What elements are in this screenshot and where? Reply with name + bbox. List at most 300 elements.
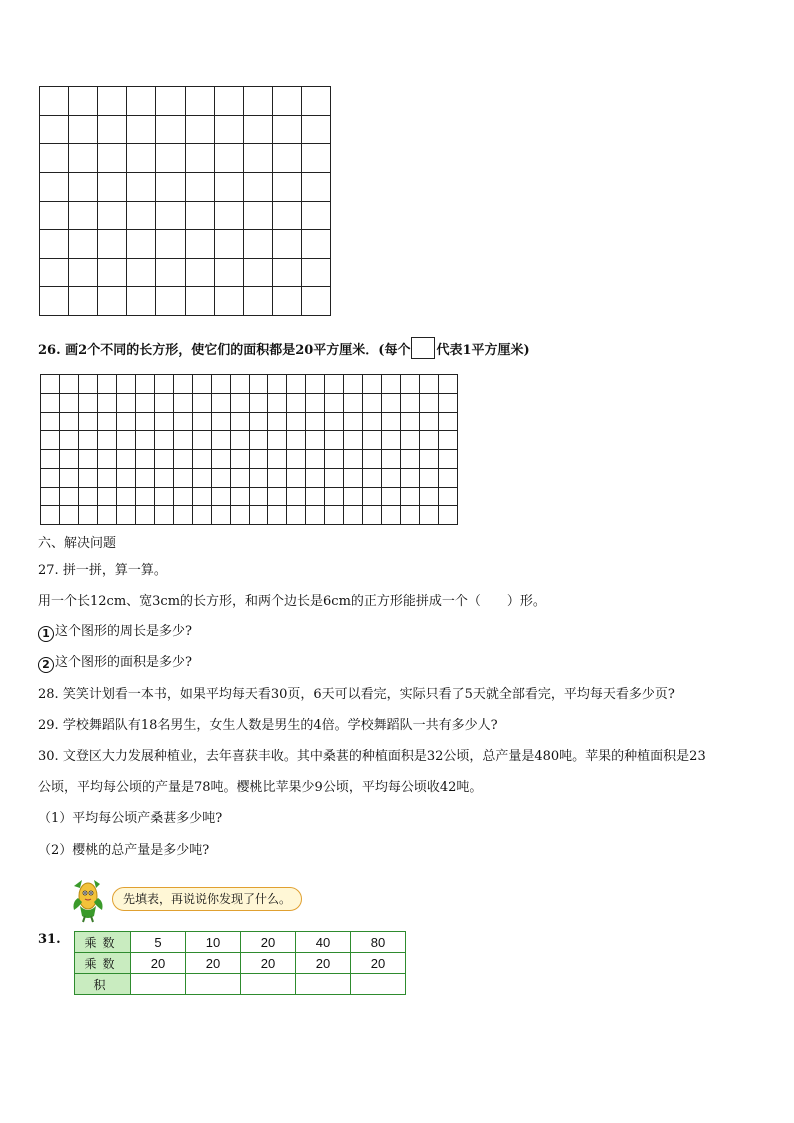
- grid-cell: [306, 488, 325, 507]
- grid-cell: [306, 469, 325, 488]
- grid-cell: [98, 394, 117, 413]
- grid-cell: [439, 488, 458, 507]
- answer-cell[interactable]: [131, 974, 186, 995]
- grid-cell: [127, 116, 156, 145]
- grid-cell: [287, 506, 306, 525]
- question-text: 画2个不同的长方形，使它们的面积都是20平方厘米．(每个: [65, 343, 411, 358]
- grid-cell: [98, 287, 127, 316]
- grid-cell: [420, 413, 439, 432]
- grid-cell: [401, 413, 420, 432]
- grid-cell: [155, 394, 174, 413]
- grid-cell: [401, 450, 420, 469]
- grid-cell: [287, 413, 306, 432]
- grid-cell: [268, 431, 287, 450]
- grid-cell: [127, 173, 156, 202]
- grid-cell: [156, 87, 185, 116]
- question-number: 26.: [38, 343, 61, 358]
- grid-cell: [69, 230, 98, 259]
- grid-cell: [306, 506, 325, 525]
- grid-cell: [117, 394, 136, 413]
- table-cell: 20: [241, 932, 296, 953]
- grid-cell: [60, 413, 79, 432]
- grid-cell: [231, 413, 250, 432]
- grid-cell: [420, 375, 439, 394]
- grid-cell: [344, 431, 363, 450]
- grid-cell: [79, 488, 98, 507]
- grid-cell: [79, 431, 98, 450]
- grid-cell: [244, 259, 273, 288]
- grid-cell: [273, 144, 302, 173]
- grid-cell: [60, 488, 79, 507]
- grid-cell: [268, 469, 287, 488]
- section-title: 六、解决问题: [38, 536, 117, 551]
- grid-cell: [117, 469, 136, 488]
- grid-cell: [250, 506, 269, 525]
- grid-cell: [174, 469, 193, 488]
- answer-cell[interactable]: [241, 974, 296, 995]
- grid-cell: [98, 413, 117, 432]
- grid-cell: [215, 259, 244, 288]
- grid-cell: [439, 394, 458, 413]
- grid-cell: [439, 506, 458, 525]
- grid-cell: [382, 375, 401, 394]
- grid-cell: [127, 87, 156, 116]
- grid-cell: [273, 87, 302, 116]
- table-row: [75, 932, 406, 953]
- circled-number-2: 2: [38, 657, 54, 673]
- grid-cell: [363, 488, 382, 507]
- grid-cell: [325, 413, 344, 432]
- grid-cell: [325, 394, 344, 413]
- grid-cell: [69, 87, 98, 116]
- grid-cell: [344, 375, 363, 394]
- grid-cell: [60, 450, 79, 469]
- question-30: [38, 748, 706, 766]
- grid-cell: [325, 375, 344, 394]
- grid-cell: [344, 413, 363, 432]
- sub-question-text: 这个图形的周长是多少?: [55, 624, 192, 639]
- question-30-sub2: （2）樱桃的总产量是多少吨?: [38, 843, 210, 858]
- table-cell: 20: [296, 953, 351, 974]
- grid-cell: [401, 375, 420, 394]
- grid-cell: [136, 450, 155, 469]
- grid-cell: [273, 230, 302, 259]
- grid-cell: [287, 469, 306, 488]
- grid-cell: [302, 173, 331, 202]
- grid-cell: [363, 450, 382, 469]
- grid-cell: [344, 506, 363, 525]
- table-cell: 20: [241, 953, 296, 974]
- grid-cell: [273, 116, 302, 145]
- grid-cell: [212, 431, 231, 450]
- question-27-sub1: [38, 623, 192, 642]
- grid-cell: [155, 506, 174, 525]
- grid-cell: [40, 87, 69, 116]
- grid-cell: [302, 202, 331, 231]
- grid-cell: [273, 202, 302, 231]
- grid-cell: [127, 259, 156, 288]
- grid-cell: [186, 202, 215, 231]
- grid-cell: [98, 230, 127, 259]
- grid-cell: [401, 488, 420, 507]
- grid-cell: [302, 87, 331, 116]
- grid-cell: [244, 173, 273, 202]
- grid-cell: [287, 394, 306, 413]
- grid-cell: [41, 375, 60, 394]
- grid-cell: [98, 144, 127, 173]
- multiplication-table: [74, 931, 406, 995]
- grid-cell: [186, 259, 215, 288]
- grid-cell: [382, 450, 401, 469]
- grid-cell: [231, 506, 250, 525]
- grid-cell: [250, 375, 269, 394]
- grid-cell: [231, 431, 250, 450]
- answer-cell[interactable]: [351, 974, 406, 995]
- grid-cell: [193, 450, 212, 469]
- grid-cell: [40, 173, 69, 202]
- grid-cell: [268, 375, 287, 394]
- grid-cell: [382, 431, 401, 450]
- question-text: 拼一拼，算一算。: [62, 563, 167, 578]
- grid-cell: [69, 144, 98, 173]
- grid-cell: [60, 431, 79, 450]
- grid-cell: [98, 87, 127, 116]
- grid-cell: [98, 375, 117, 394]
- grid-cell: [193, 506, 212, 525]
- grid-cell: [382, 488, 401, 507]
- grid-cell: [186, 287, 215, 316]
- grid-cell: [69, 173, 98, 202]
- grid-cell: [136, 431, 155, 450]
- grid-cell: [136, 469, 155, 488]
- grid-cell: [250, 413, 269, 432]
- grid-cell: [136, 394, 155, 413]
- grid-cell: [155, 375, 174, 394]
- grid-cell: [98, 431, 117, 450]
- grid-cell: [273, 287, 302, 316]
- grid-cell: [325, 506, 344, 525]
- grid-cell: [136, 413, 155, 432]
- grid-top: [39, 86, 331, 316]
- grid-cell: [127, 230, 156, 259]
- circled-number-1: 1: [38, 626, 54, 642]
- grid-cell: [212, 413, 231, 432]
- question-30-sub1: （1）平均每公顷产桑葚多少吨?: [38, 811, 223, 826]
- grid-cell: [344, 469, 363, 488]
- grid-cell: [287, 450, 306, 469]
- grid-cell: [155, 450, 174, 469]
- grid-cell: [244, 230, 273, 259]
- grid-cell: [79, 469, 98, 488]
- grid-cell: [212, 469, 231, 488]
- grid-cell: [136, 375, 155, 394]
- table-row: [75, 974, 406, 995]
- grid-cell: [41, 394, 60, 413]
- grid-cell: [268, 506, 287, 525]
- grid-cell: [98, 450, 117, 469]
- grid-cell: [193, 488, 212, 507]
- table-cell: 10: [186, 932, 241, 953]
- question-number: 30.: [38, 749, 59, 764]
- question-number: 27.: [38, 563, 59, 578]
- grid-cell: [79, 413, 98, 432]
- grid-cell: [117, 375, 136, 394]
- row-header: 乘数: [75, 953, 131, 974]
- grid-cell: [193, 375, 212, 394]
- grid-cell: [212, 394, 231, 413]
- grid-cell: [439, 413, 458, 432]
- question-30-line2: 公顷，平均每公顷的产量是78吨。樱桃比苹果少9公顷，平均每公顷收42吨。: [38, 780, 483, 795]
- grid-cell: [69, 259, 98, 288]
- grid-cell: [250, 488, 269, 507]
- grid-cell: [174, 506, 193, 525]
- grid-cell: [302, 287, 331, 316]
- grid-cell: [325, 431, 344, 450]
- grid-cell: [98, 469, 117, 488]
- grid-cell: [40, 144, 69, 173]
- grid-cell: [306, 431, 325, 450]
- grid-cell: [268, 394, 287, 413]
- grid-cell: [40, 287, 69, 316]
- question-31-number: 31.: [38, 932, 61, 947]
- grid-cell: [344, 394, 363, 413]
- grid-cell: [250, 450, 269, 469]
- grid-cell: [60, 506, 79, 525]
- unit-square-icon: [411, 337, 435, 359]
- answer-cell[interactable]: [296, 974, 351, 995]
- grid-cell: [156, 259, 185, 288]
- grid-cell: [401, 394, 420, 413]
- grid-cell: [186, 144, 215, 173]
- grid-cell: [174, 488, 193, 507]
- grid-cell: [174, 394, 193, 413]
- grid-cell: [325, 469, 344, 488]
- grid-cell: [127, 202, 156, 231]
- grid-cell: [268, 413, 287, 432]
- grid-cell: [363, 413, 382, 432]
- grid-cell: [156, 287, 185, 316]
- grid-cell: [79, 375, 98, 394]
- grid-cell: [215, 144, 244, 173]
- grid-cell: [117, 506, 136, 525]
- grid-cell: [244, 287, 273, 316]
- grid-cell: [231, 469, 250, 488]
- grid-cell: [174, 413, 193, 432]
- speech-bubble: 先填表，再说说你发现了什么。: [112, 887, 302, 911]
- grid-cell: [60, 375, 79, 394]
- grid-cell: [250, 469, 269, 488]
- grid-cell: [79, 506, 98, 525]
- grid-cell: [41, 450, 60, 469]
- grid-cell: [420, 450, 439, 469]
- question-26: [38, 337, 530, 360]
- question-text: 学校舞蹈队有18名男生，女生人数是男生的4倍。学校舞蹈队一共有多少人?: [62, 718, 498, 733]
- grid-cell: [155, 431, 174, 450]
- grid-cell: [69, 116, 98, 145]
- grid-cell: [302, 144, 331, 173]
- grid-cell: [156, 230, 185, 259]
- grid-cell: [420, 488, 439, 507]
- question-text-tail: 代表1平方厘米): [436, 343, 530, 358]
- grid-cell: [268, 450, 287, 469]
- grid-cell: [98, 506, 117, 525]
- table-cell: 20: [186, 953, 241, 974]
- table-cell: 20: [131, 953, 186, 974]
- grid-cell: [40, 116, 69, 145]
- grid-cell: [306, 375, 325, 394]
- grid-cell: [306, 413, 325, 432]
- grid-cell: [174, 431, 193, 450]
- grid-cell: [401, 469, 420, 488]
- grid-cell: [136, 506, 155, 525]
- grid-cell: [231, 450, 250, 469]
- question-27-line: 用一个长12cm、宽3cm的长方形，和两个边长是6cm的正方形能拼成一个（ ）形。: [38, 594, 546, 609]
- grid-cell: [98, 202, 127, 231]
- grid-cell: [155, 469, 174, 488]
- grid-cell: [325, 488, 344, 507]
- grid-cell: [41, 431, 60, 450]
- grid-cell: [302, 259, 331, 288]
- grid-cell: [40, 230, 69, 259]
- grid-cell: [363, 469, 382, 488]
- corn-character-icon: [66, 876, 110, 924]
- grid-cell: [382, 469, 401, 488]
- grid-cell: [231, 375, 250, 394]
- grid-cell: [420, 431, 439, 450]
- grid-cell: [117, 413, 136, 432]
- grid-cell: [212, 506, 231, 525]
- row-header: 积: [75, 974, 131, 995]
- grid-cell: [244, 87, 273, 116]
- grid-cell: [273, 173, 302, 202]
- question-text: 文登区大力发展种植业，去年喜获丰收。其中桑葚的种植面积是32公顷，总产量是480吨。苹果的种植面积是23: [62, 749, 706, 764]
- grid-cell: [117, 431, 136, 450]
- grid-cell: [439, 431, 458, 450]
- grid-cell: [302, 116, 331, 145]
- grid-cell: [156, 173, 185, 202]
- grid-cell: [363, 431, 382, 450]
- grid-cell: [186, 230, 215, 259]
- grid-cell: [155, 488, 174, 507]
- grid-cell: [215, 230, 244, 259]
- grid-cell: [363, 394, 382, 413]
- grid-cell: [287, 488, 306, 507]
- question-text: 笑笑计划看一本书，如果平均每天看30页，6天可以看完，实际只看了5天就全部看完，平均每天看多少页?: [62, 687, 675, 702]
- grid-cell: [212, 488, 231, 507]
- grid-cell: [325, 450, 344, 469]
- grid-cell: [273, 259, 302, 288]
- grid-cell: [306, 394, 325, 413]
- grid-cell: [186, 87, 215, 116]
- grid-q26: [40, 374, 458, 525]
- grid-cell: [231, 394, 250, 413]
- grid-cell: [250, 431, 269, 450]
- grid-cell: [302, 230, 331, 259]
- grid-cell: [156, 202, 185, 231]
- grid-cell: [69, 202, 98, 231]
- grid-cell: [79, 394, 98, 413]
- grid-cell: [127, 144, 156, 173]
- grid-cell: [212, 375, 231, 394]
- table-row: [75, 953, 406, 974]
- grid-cell: [215, 287, 244, 316]
- grid-cell: [98, 116, 127, 145]
- grid-cell: [420, 469, 439, 488]
- grid-cell: [244, 144, 273, 173]
- grid-cell: [382, 413, 401, 432]
- grid-cell: [60, 469, 79, 488]
- grid-cell: [98, 259, 127, 288]
- grid-cell: [186, 116, 215, 145]
- grid-cell: [156, 116, 185, 145]
- grid-cell: [363, 506, 382, 525]
- grid-cell: [117, 488, 136, 507]
- grid-cell: [117, 450, 136, 469]
- grid-cell: [193, 469, 212, 488]
- grid-cell: [268, 488, 287, 507]
- grid-cell: [98, 173, 127, 202]
- grid-cell: [41, 506, 60, 525]
- grid-cell: [244, 116, 273, 145]
- grid-cell: [287, 431, 306, 450]
- grid-cell: [41, 413, 60, 432]
- grid-cell: [215, 202, 244, 231]
- grid-cell: [382, 394, 401, 413]
- grid-cell: [382, 506, 401, 525]
- grid-cell: [186, 173, 215, 202]
- question-28: [38, 686, 675, 704]
- sub-question-text: 这个图形的面积是多少?: [55, 655, 192, 670]
- grid-cell: [287, 375, 306, 394]
- row-header: 乘数: [75, 932, 131, 953]
- grid-cell: [401, 431, 420, 450]
- table-cell: 5: [131, 932, 186, 953]
- grid-cell: [344, 450, 363, 469]
- grid-cell: [193, 413, 212, 432]
- question-number: 28.: [38, 687, 59, 702]
- question-29: [38, 717, 498, 735]
- grid-cell: [215, 116, 244, 145]
- grid-cell: [193, 431, 212, 450]
- grid-cell: [212, 450, 231, 469]
- grid-cell: [306, 450, 325, 469]
- grid-cell: [215, 87, 244, 116]
- grid-cell: [250, 394, 269, 413]
- grid-cell: [127, 287, 156, 316]
- grid-cell: [40, 259, 69, 288]
- grid-cell: [41, 488, 60, 507]
- table-cell: 80: [351, 932, 406, 953]
- question-number: 29.: [38, 718, 59, 733]
- grid-cell: [420, 394, 439, 413]
- grid-cell: [69, 287, 98, 316]
- grid-cell: [40, 202, 69, 231]
- grid-cell: [41, 469, 60, 488]
- grid-cell: [193, 394, 212, 413]
- grid-cell: [174, 450, 193, 469]
- grid-cell: [363, 375, 382, 394]
- grid-cell: [136, 488, 155, 507]
- grid-cell: [439, 469, 458, 488]
- grid-cell: [244, 202, 273, 231]
- answer-cell[interactable]: [186, 974, 241, 995]
- grid-cell: [215, 173, 244, 202]
- grid-cell: [401, 506, 420, 525]
- grid-cell: [174, 375, 193, 394]
- grid-cell: [60, 394, 79, 413]
- grid-cell: [439, 375, 458, 394]
- grid-cell: [155, 413, 174, 432]
